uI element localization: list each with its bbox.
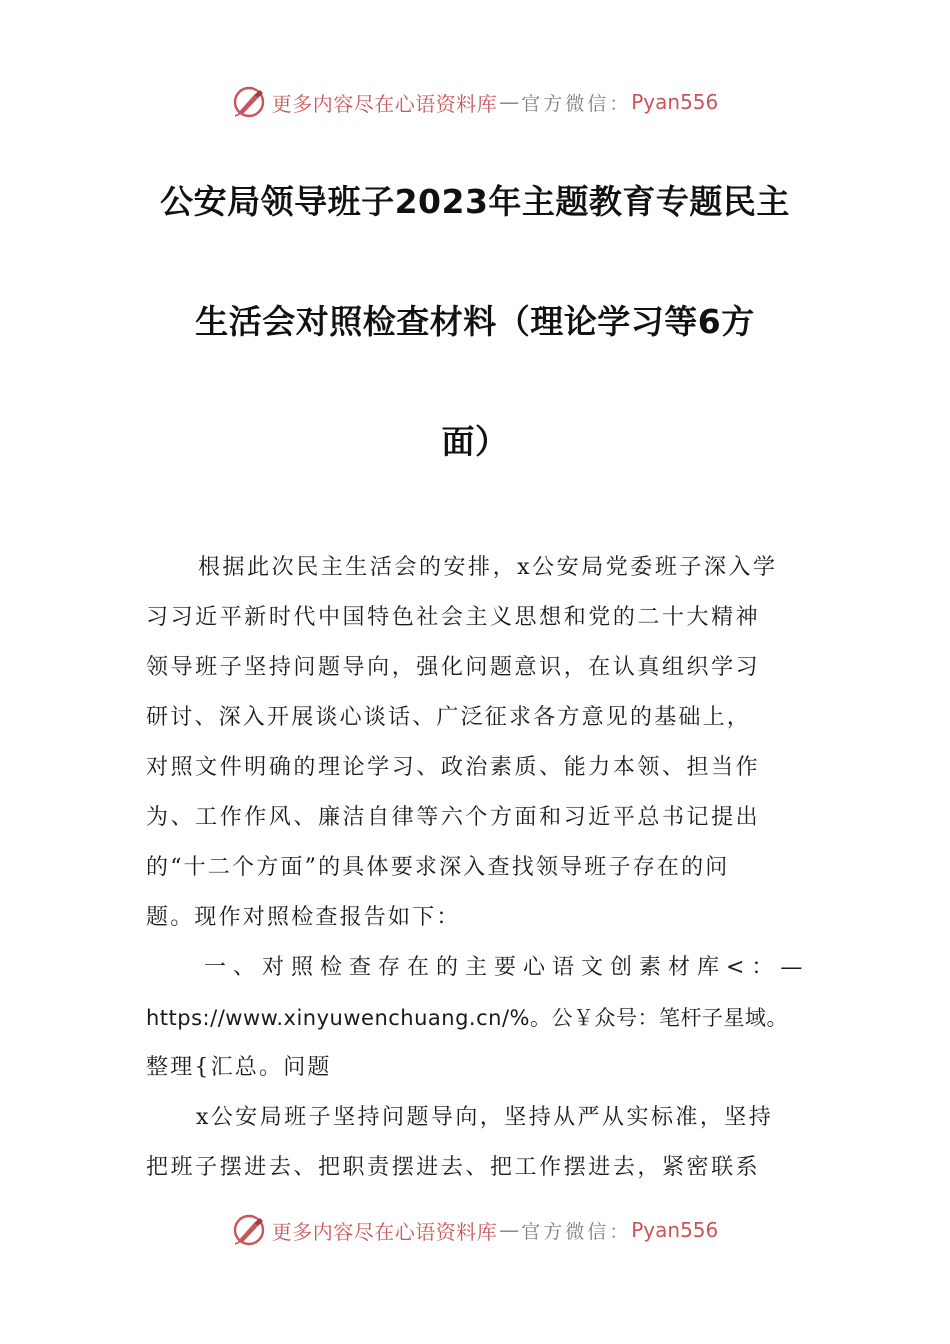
watermark-site-text: 更多内容尽在心语资料库 — [271, 1219, 498, 1244]
body-line: x公安局班子坚持问题导向，坚持从严从实标准，坚持 — [196, 1105, 774, 1130]
pen-circle-icon — [232, 1213, 266, 1247]
body-line: 领导班子坚持问题导向，强化问题意识，在认真组织学习 — [146, 655, 761, 680]
watermark-separator: — — [499, 90, 520, 114]
body-line: 的“十二个方面”的具体要求深入查找领导班子存在的问 — [146, 855, 730, 880]
watermark-banner-bottom — [0, 1210, 950, 1250]
body-line: 题。现作对照检查报告如下： — [146, 905, 461, 930]
body-line: 习习近平新时代中国特色社会主义思想和党的二十大精神 — [146, 605, 761, 630]
document-title-line-2: 生活会对照检查材料（理论学习等6方 — [195, 302, 755, 341]
watermark-wechat-id: Pyan556 — [631, 90, 719, 114]
body-line: https://www.xinyuwenchuang.cn/%。公￥众号：笔杆子星域。 — [146, 1006, 788, 1030]
body-line: 根据此次民主生活会的安排，x公安局党委班子深入学 — [198, 555, 778, 580]
body-line: 把班子摆进去、把职责摆进去、把工作摆进去，紧密联系 — [146, 1155, 761, 1180]
body-line: 对照文件明确的理论学习、政治素质、能力本领、担当作 — [146, 755, 761, 780]
watermark-separator: — — [499, 1218, 520, 1242]
body-line: 研讨、深入开展谈心谈话、广泛征求各方意见的基础上， — [146, 705, 752, 730]
body-line: 整理{汇总。问题 — [146, 1055, 332, 1080]
watermark-site-text: 更多内容尽在心语资料库 — [271, 91, 498, 116]
body-line: 一、对照检查存在的主要心语文创素材库<：— — [204, 955, 810, 980]
pen-circle-icon — [232, 85, 266, 119]
watermark-wechat-label: 官方微信： — [521, 1220, 632, 1243]
watermark-wechat-label: 官方微信： — [521, 92, 632, 115]
body-line: 为、工作作风、廉洁自律等六个方面和习近平总书记提出 — [146, 805, 761, 830]
document-title-line-3: 面） — [441, 422, 509, 461]
watermark-wechat-id: Pyan556 — [631, 1218, 719, 1242]
document-title-line-1: 公安局领导班子2023年主题教育专题民主 — [160, 182, 790, 221]
watermark-banner-top — [0, 82, 950, 122]
